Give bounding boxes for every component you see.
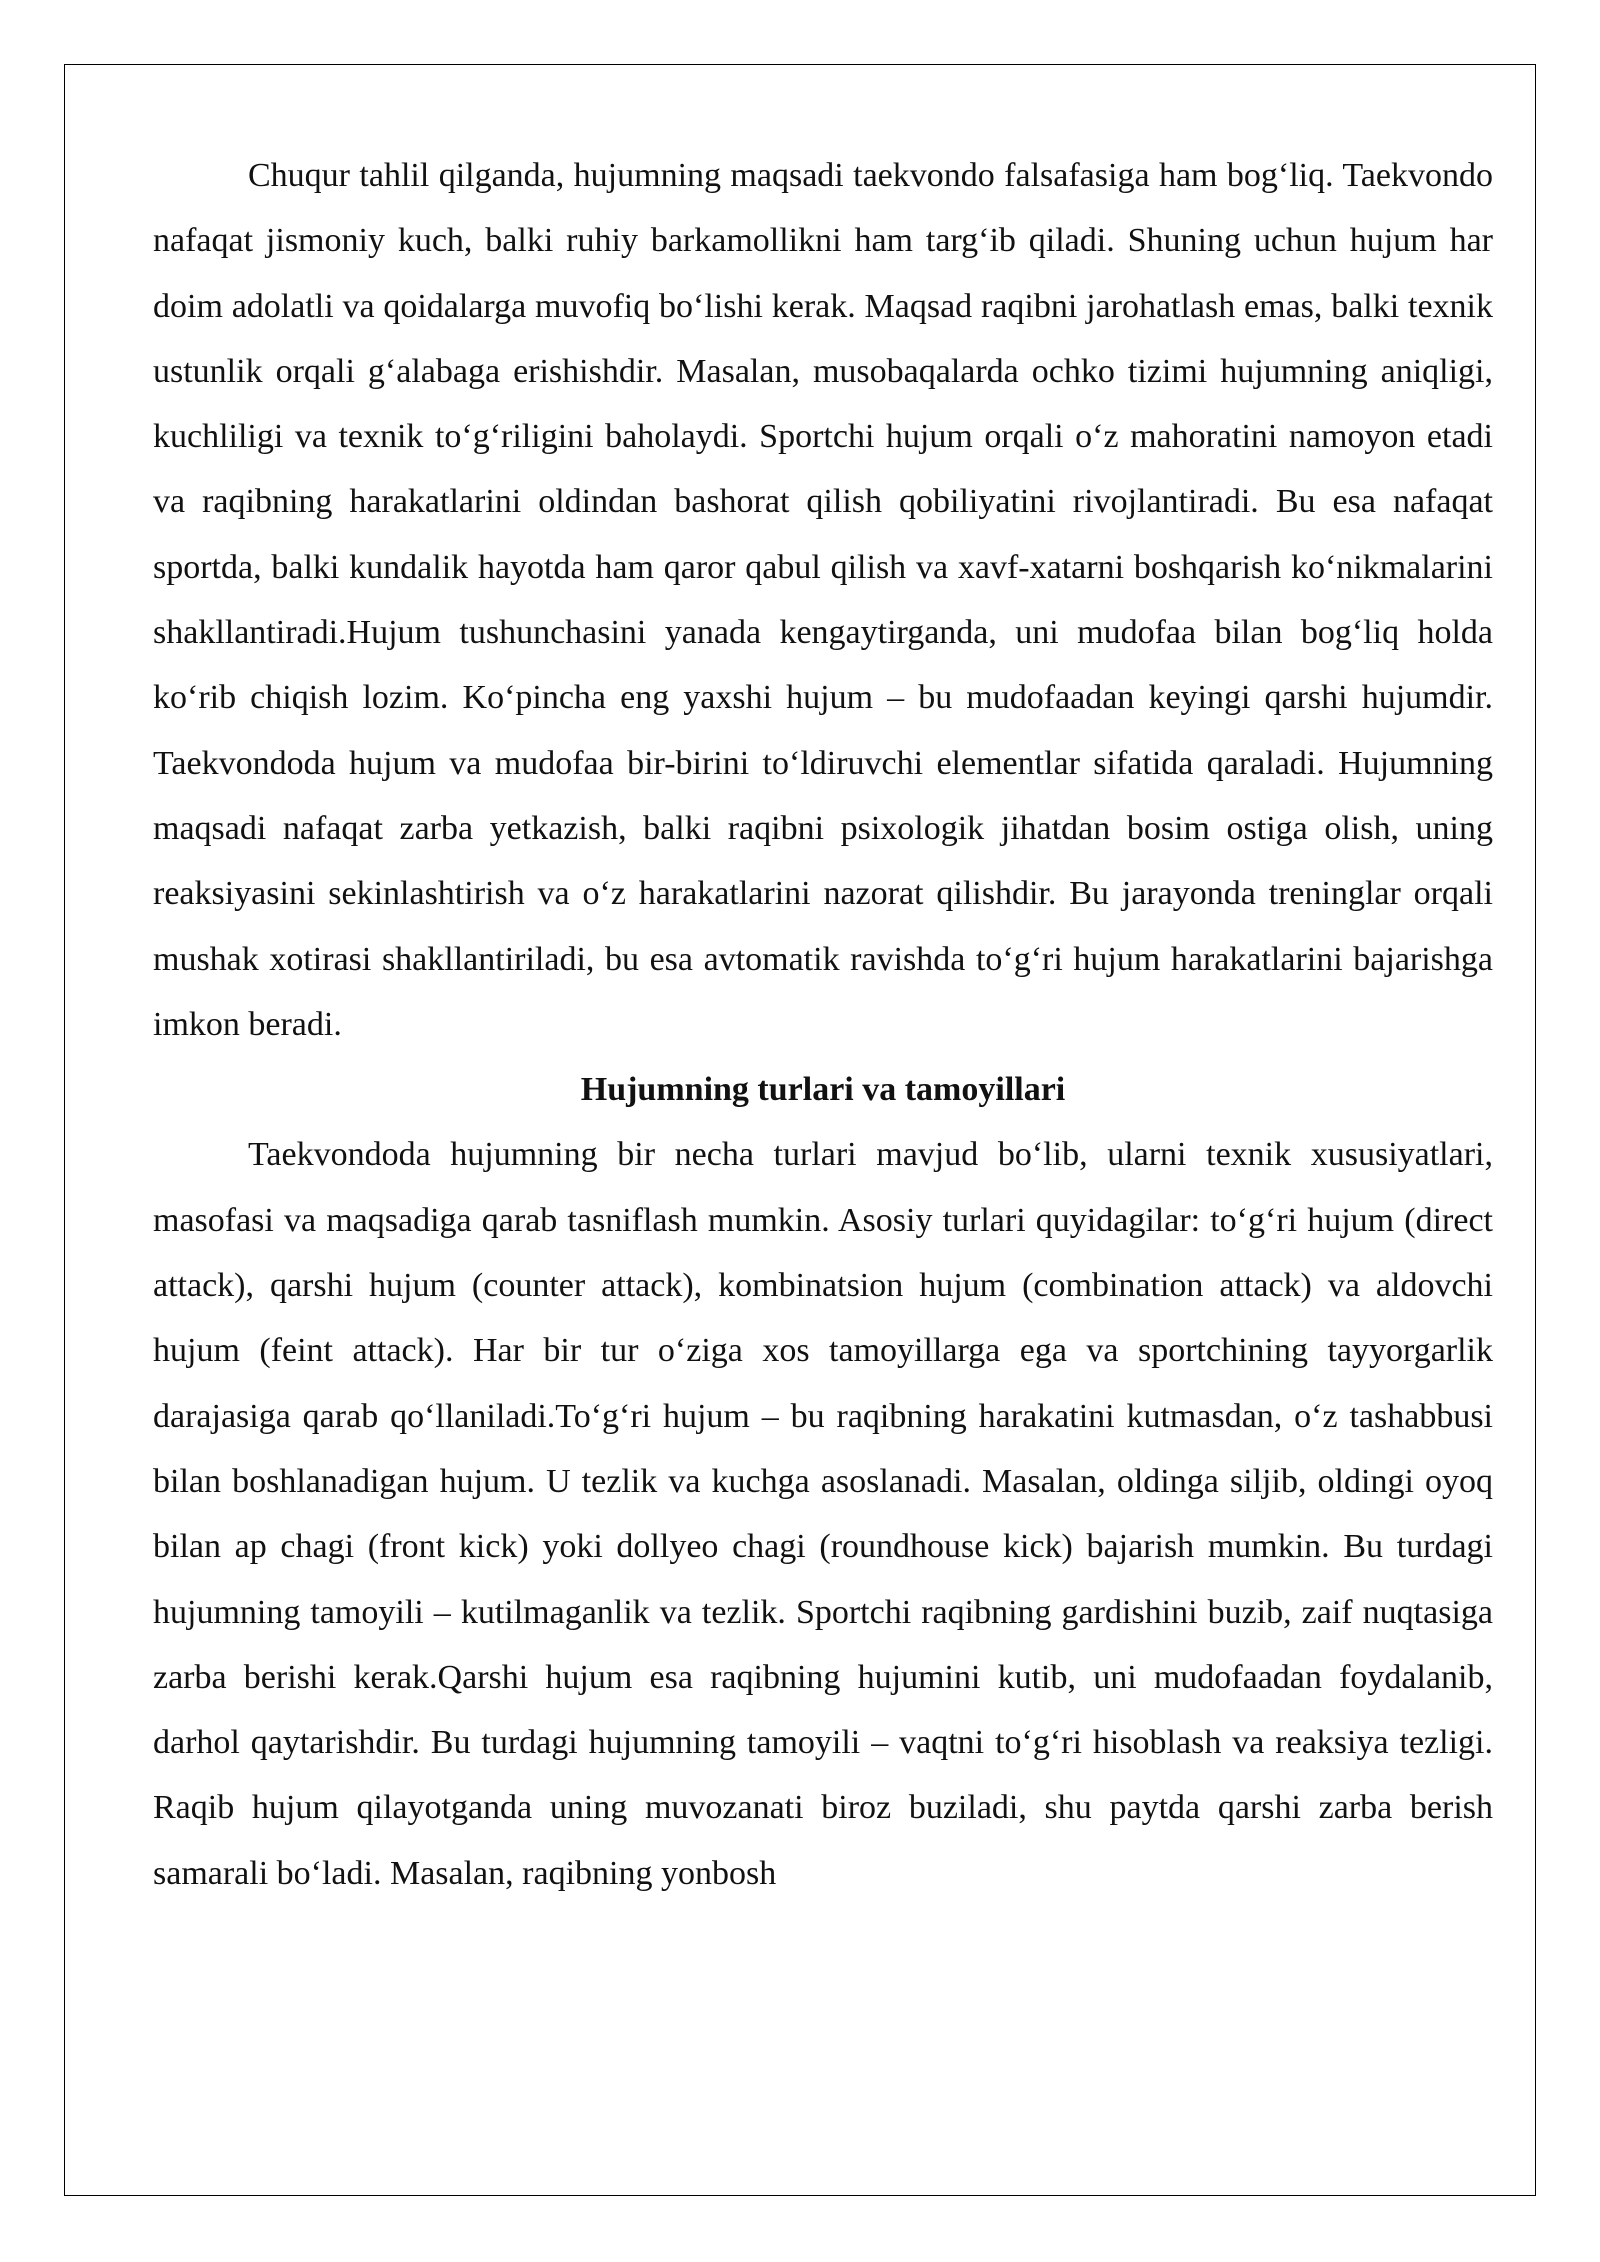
document-body [153,143,1493,1906]
body-paragraph: Chuqur tahlil qilganda, hujumning maqsadi taekvondo falsafasiga ham bog‘liq. Taekvondo nafaqat jismoniy kuch, balki ruhiy barkamollikni ham targ‘ib qiladi. Shuning uchun hujum har doim adolatli va qoidalarga muvofiq bo‘lishi kerak. Maqsad raqibni jarohatlash emas, balki texnik ustunlik orqali g‘alabaga erishishdir. Masalan, musobaqalarda ochko tizimi hujumning aniqligi, kuchliligi va texnik to‘g‘riligini baholaydi. Sportchi hujum orqali o‘z mahoratini namoyon etadi va raqibning harakatlarini oldindan bashorat qilish qobiliyatini rivojlantiradi. Bu esa nafaqat sportda, balki kundalik hayotda ham qaror qabul qilish va xavf-xatarni boshqarish ko‘nikmalarini shakllantiradi.Hujum tushunchasini yanada kengaytirganda, uni mudofaa bilan bog‘liq holda ko‘rib chiqish lozim. Ko‘pincha eng yaxshi hujum – bu mudofaadan keyingi qarshi hujumdir. Taekvondoda hujum va mudofaa bir-birini to‘ldiruvchi elementlar sifatida qaraladi. Hujumning maqsadi nafaqat zarba yetkazish, balki raqibni psixologik jihatdan bosim ostiga olish, uning reaksiyasini sekinlashtirish va o‘z harakatlarini nazorat qilishdir. Bu jarayonda treninglar orqali mushak xotirasi shakllantiriladi, bu esa avtomatik ravishda to‘g‘ri hujum harakatlarini bajarishga imkon beradi. [153,157,1493,1043]
section-heading: Hujumning turlari va tamoyillari [580,1071,1066,1109]
body-paragraph: Taekvondoda hujumning bir necha turlari mavjud bo‘lib, ularni texnik xususiyatlari, masofasi va maqsadiga qarab tasniflash mumkin. Asosiy turlari quyidagilar: to‘g‘ri hujum (direct attack), qarshi hujum (counter attack), kombinatsion hujum (combination attack) va aldovchi hujum (feint attack). Har bir tur o‘ziga xos tamoyillarga ega va sportchining tayyorgarlik darajasiga qarab qo‘llaniladi.To‘g‘ri hujum – bu raqibning harakatini kutmasdan, o‘z tashabbusi bilan boshlanadigan hujum. U tezlik va kuchga asoslanadi. Masalan, oldinga siljib, oldingi oyoq bilan ap chagi (front kick) yoki dollyeo chagi (roundhouse kick) bajarish mumkin. Bu turdagi hujumning tamoyili – kutilmaganlik va tezlik. Sportchi raqibning gardishini buzib, zaif nuqtasiga zarba berishi kerak.Qarshi hujum esa raqibning hujumini kutib, uni mudofaadan foydalanib, darhol qaytarishdir. Bu turdagi hujumning tamoyili – vaqtni to‘g‘ri hisoblash va reaksiya tezligi. Raqib hujum qilayotganda uning muvozanati biroz buziladi, shu paytda qarshi zarba berish samarali bo‘ladi. Masalan, raqibning yonbosh [153,1136,1493,1892]
